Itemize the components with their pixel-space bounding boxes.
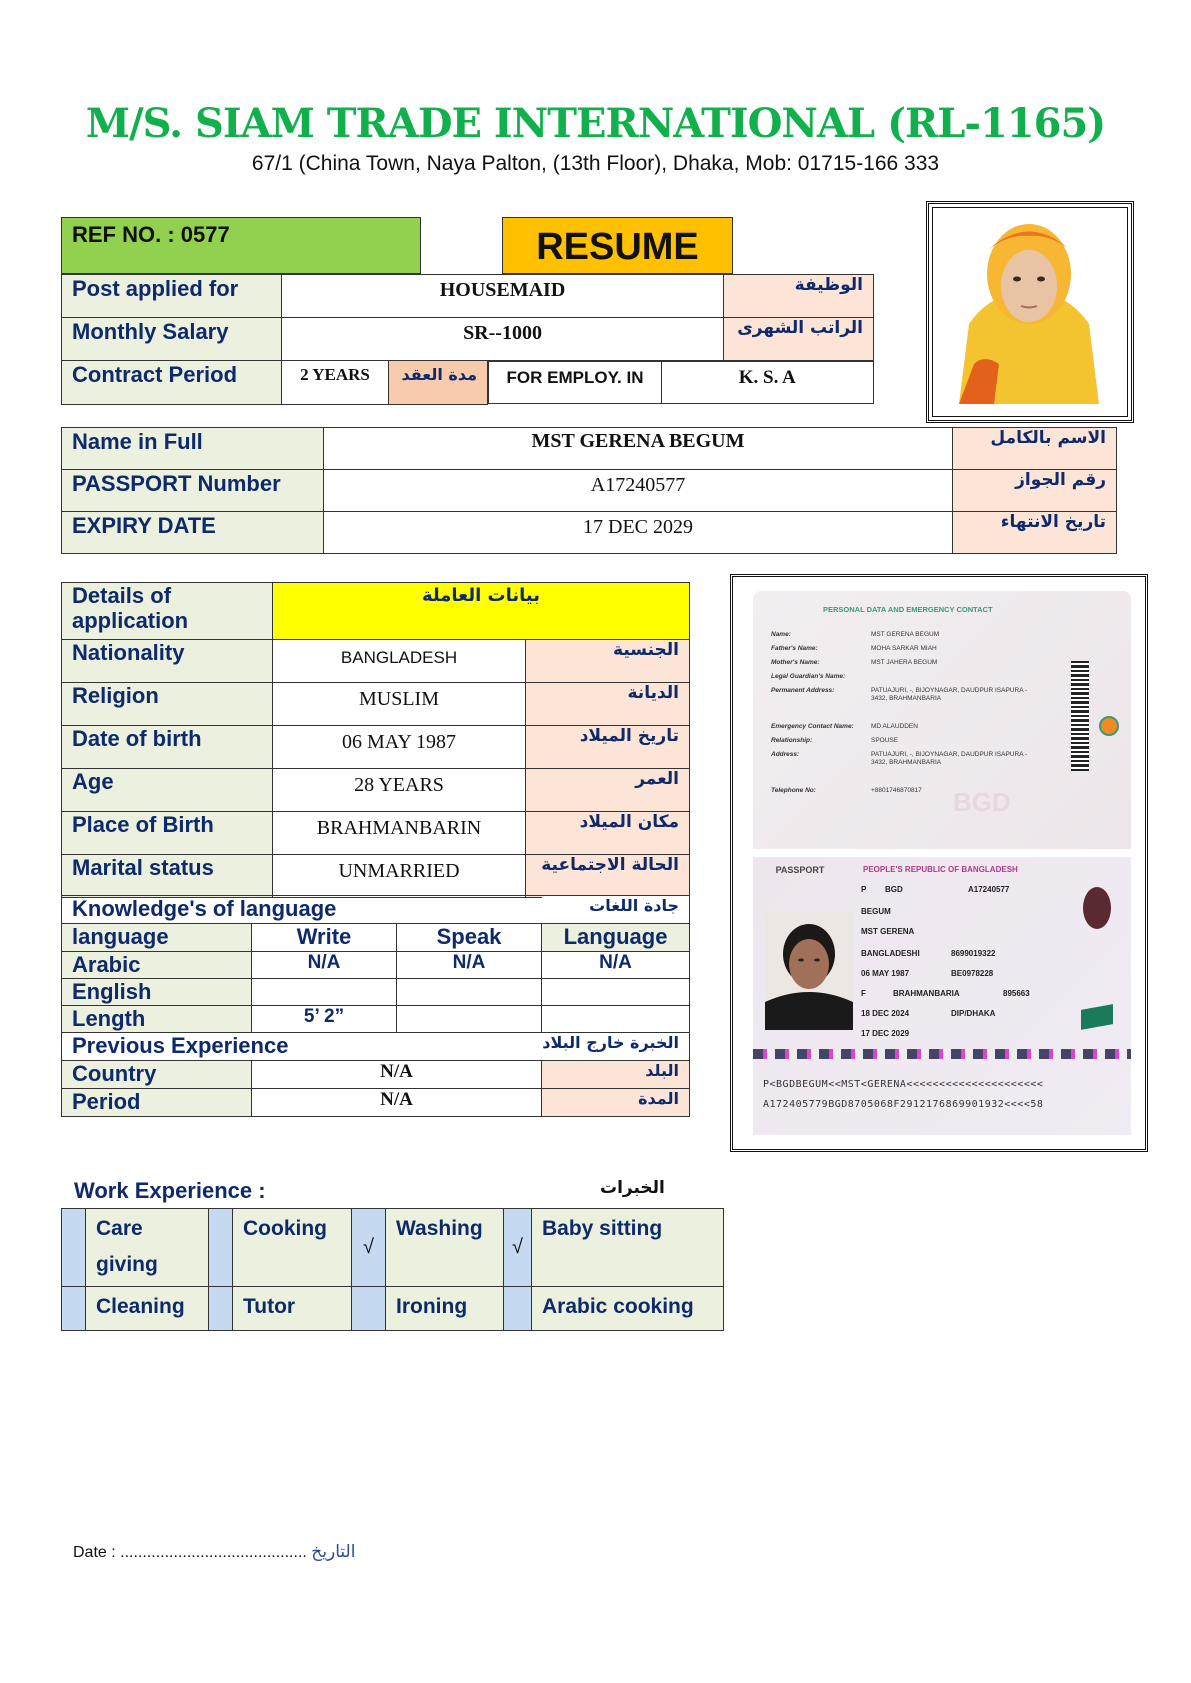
company-title: M/S. SIAM TRADE INTERNATIONAL (RL-1165)	[85, 100, 1106, 147]
language-title-arabic: جادة اللغات	[542, 896, 690, 924]
details-label: Place of Birth	[62, 812, 273, 855]
passport-word: PASSPORT	[775, 865, 825, 875]
name-value: MST GERENA BEGUM	[324, 428, 953, 470]
flag-hologram-icon	[1081, 1004, 1113, 1030]
language-header-cell: Language	[542, 924, 690, 952]
work-checkbox[interactable]	[504, 1287, 532, 1331]
work-item-label: Cooking	[233, 1209, 352, 1287]
barcode	[1071, 661, 1089, 771]
contract-value: 2 YEARS	[282, 361, 389, 405]
resume-heading: RESUME	[502, 217, 733, 274]
applicant-portrait-image	[939, 214, 1119, 404]
work-item-label: Washing	[386, 1209, 504, 1287]
passport-photo	[765, 912, 853, 1030]
details-value: 28 YEARS	[273, 769, 526, 812]
employ-value: K. S. A	[662, 362, 874, 404]
contract-arabic: مدة العقد	[389, 361, 488, 405]
work-item-label: Arabic cooking	[532, 1287, 724, 1331]
language-cell: Arabic	[62, 952, 252, 979]
passport-field-key: Legal Guardian's Name:	[771, 673, 846, 680]
language-table	[61, 895, 690, 1117]
work-checkbox[interactable]	[62, 1209, 86, 1287]
details-label: Age	[62, 769, 273, 812]
language-cell: English	[62, 979, 252, 1006]
passport-scan	[730, 574, 1148, 1152]
passport-field-value: +8801746870817	[871, 787, 922, 794]
period-label: Period	[62, 1089, 252, 1117]
passport-photo-page	[753, 857, 1131, 1135]
details-arabic: الحالة الاجتماعية	[526, 855, 690, 898]
details-value: BANGLADESH	[273, 640, 526, 683]
passport-arabic: رقم الجواز	[953, 470, 1117, 512]
salary-label: Monthly Salary	[62, 318, 282, 361]
passport-field-key: Permanent Address:	[771, 687, 835, 694]
passport-bio-pob: BRAHMANBARIA	[893, 989, 960, 998]
passport-field-value: MOHA SARKAR MIAH	[871, 645, 937, 652]
language-cell: Length	[62, 1006, 252, 1033]
details-label: Nationality	[62, 640, 273, 683]
contract-label: Contract Period	[62, 361, 282, 405]
work-checkbox[interactable]: √	[352, 1209, 386, 1287]
language-header-cell: Speak	[397, 924, 542, 952]
applicant-photo	[926, 201, 1134, 423]
passport-value: A17240577	[324, 470, 953, 512]
language-cell	[397, 1006, 542, 1033]
previous-experience-arabic: الخبرة خارج البلاد	[397, 1033, 690, 1061]
language-cell: 5’ 2”	[252, 1006, 397, 1033]
employ-label: FOR EMPLOY. IN	[489, 362, 662, 404]
post-value: HOUSEMAID	[282, 275, 724, 318]
details-row	[62, 812, 690, 855]
details-arabic: العمر	[526, 769, 690, 812]
passport-bio-sex: F	[861, 989, 866, 998]
passport-bio-dob: 06 MAY 1987	[861, 969, 910, 978]
details-row	[62, 726, 690, 769]
language-cell	[252, 979, 397, 1006]
bangladesh-emblem-icon	[1099, 716, 1119, 736]
details-table	[61, 582, 690, 898]
expiry-value: 17 DEC 2029	[324, 512, 953, 554]
details-row	[62, 640, 690, 683]
passport-field-key: Address:	[771, 751, 800, 758]
language-cell: N/A	[542, 952, 690, 979]
language-cell	[397, 979, 542, 1006]
passport-bio-given: MST GERENA	[861, 927, 915, 936]
passport-bio-prev-passport: BE0978228	[951, 969, 994, 978]
details-header-arabic: بيانات العاملة	[273, 583, 690, 640]
passport-field-key: Emergency Contact Name:	[771, 723, 854, 730]
language-cell: N/A	[252, 952, 397, 979]
work-item-label: Ironing	[386, 1287, 504, 1331]
passport-bio-nationality: BANGLADESHI	[861, 949, 920, 958]
passport-field-key: Name:	[771, 631, 791, 638]
passport-bio-issue: 18 DEC 2024	[861, 1009, 910, 1018]
date-field	[73, 1542, 355, 1562]
passport-field-value: MST GERENA BEGUM	[871, 631, 940, 638]
passport-field-key: Telephone No:	[771, 787, 816, 794]
passport-data-page	[753, 591, 1131, 849]
passport-country-header: PEOPLE'S REPUBLIC OF BANGLADESH	[863, 865, 1018, 874]
language-row	[62, 979, 690, 1006]
language-cell	[542, 1006, 690, 1033]
work-checkbox[interactable]	[62, 1287, 86, 1331]
job-table	[61, 274, 874, 405]
details-arabic: تاريخ الميلاد	[526, 726, 690, 769]
details-arabic: الديانة	[526, 683, 690, 726]
country-label: Country	[62, 1061, 252, 1089]
language-header-cell: language	[62, 924, 252, 952]
passport-field-key: Relationship:	[771, 737, 813, 744]
details-label: Religion	[62, 683, 273, 726]
work-item-label: Cleaning	[86, 1287, 209, 1331]
details-value: MUSLIM	[273, 683, 526, 726]
details-row	[62, 855, 690, 898]
details-label: Date of birth	[62, 726, 273, 769]
language-cell	[542, 979, 690, 1006]
ref-number: REF NO. : 0577	[61, 217, 421, 274]
details-value: UNMARRIED	[273, 855, 526, 898]
salary-arabic: الراتب الشهرى	[724, 318, 874, 361]
period-arabic: المدة	[542, 1089, 690, 1117]
details-arabic: مكان الميلاد	[526, 812, 690, 855]
country-value: N/A	[252, 1061, 542, 1089]
date-label: Date : ..........................................	[73, 1544, 307, 1561]
work-item-label: Care giving	[86, 1209, 209, 1287]
passport-field-value: MD ALAUDDEN	[871, 723, 918, 730]
salary-value: SR--1000	[282, 318, 724, 361]
work-item-label: Baby sitting	[532, 1209, 724, 1287]
passport-bio-extra: 895663	[1003, 989, 1030, 998]
details-label: Marital status	[62, 855, 273, 898]
mrz-line-2: A172405779BGD8705068F2912176869901932<<<<58	[763, 1099, 1044, 1110]
date-arabic: التاريخ	[311, 1542, 356, 1562]
expiry-arabic: تاريخ الانتهاء	[953, 512, 1117, 554]
language-row	[62, 1006, 690, 1033]
details-row	[62, 769, 690, 812]
work-experience-table	[61, 1208, 724, 1331]
passport-label: PASSPORT Number	[62, 470, 324, 512]
passport-bio-number: A17240577	[968, 885, 1010, 894]
language-cell: N/A	[397, 952, 542, 979]
work-item-label: Tutor	[233, 1287, 352, 1331]
work-experience-title: Work Experience :	[74, 1178, 266, 1203]
passport-bio-authority: DIP/DHAKA	[951, 1009, 996, 1018]
post-arabic: الوظيفة	[724, 275, 874, 318]
mrz-line-1: P<BGDBEGUM<<MST<GERENA<<<<<<<<<<<<<<<<<<<<<	[763, 1079, 1044, 1090]
passport-bio-code: BGD	[885, 885, 903, 894]
work-checkbox[interactable]	[352, 1287, 386, 1331]
passport-field-key: Mother's Name:	[771, 659, 820, 666]
passport-bio-surname: BEGUM	[861, 907, 891, 916]
passport-field-value: MST JAHERA BEGUM	[871, 659, 938, 666]
language-header-cell: Write	[252, 924, 397, 952]
ghost-photo	[1083, 887, 1111, 929]
post-label: Post applied for	[62, 275, 282, 318]
previous-experience-title: Previous Experience	[62, 1033, 397, 1061]
passport-field-value: SPOUSE	[871, 737, 899, 744]
name-arabic: الاسم بالكامل	[953, 428, 1117, 470]
passport-personal-header: PERSONAL DATA AND EMERGENCY CONTACT	[823, 605, 993, 614]
details-value: BRAHMANBARIN	[273, 812, 526, 855]
work-checkbox[interactable]: √	[504, 1209, 532, 1287]
identity-table	[61, 427, 1117, 554]
details-header-label: Details of application	[62, 583, 273, 640]
security-strip	[753, 1049, 1131, 1059]
passport-bio-expiry: 17 DEC 2029	[861, 1029, 910, 1038]
language-title: Knowledge's of language	[62, 896, 542, 924]
work-checkbox[interactable]	[209, 1287, 233, 1331]
expiry-label: EXPIRY DATE	[62, 512, 324, 554]
language-header-row	[62, 924, 690, 952]
country-arabic: البلد	[542, 1061, 690, 1089]
work-experience-arabic: الخبرات	[600, 1178, 665, 1198]
details-arabic: الجنسية	[526, 640, 690, 683]
passport-bio-personal-no: 8699019322	[951, 949, 996, 958]
company-address: 67/1 (China Town, Naya Palton, (13th Floor), Dhaka, Mob: 01715-166 333	[251, 152, 940, 175]
bgd-watermark: BGD	[953, 787, 1011, 817]
period-value: N/A	[252, 1089, 542, 1117]
name-label: Name in Full	[62, 428, 324, 470]
details-value: 06 MAY 1987	[273, 726, 526, 769]
work-checkbox[interactable]	[209, 1209, 233, 1287]
passport-field-key: Father's Name:	[771, 645, 818, 652]
language-row	[62, 952, 690, 979]
passport-field-value: PATUAJURI, -, BIJOYNAGAR, DAUDPUR ISAPURA - 3432, BRAHMANBARIA	[871, 687, 1028, 702]
details-row	[62, 683, 690, 726]
passport-bio-type: P	[861, 885, 867, 894]
passport-field-value: PATUAJURI, -, BIJOYNAGAR, DAUDPUR ISAPURA - 3432, BRAHMANBARIA	[871, 751, 1028, 766]
